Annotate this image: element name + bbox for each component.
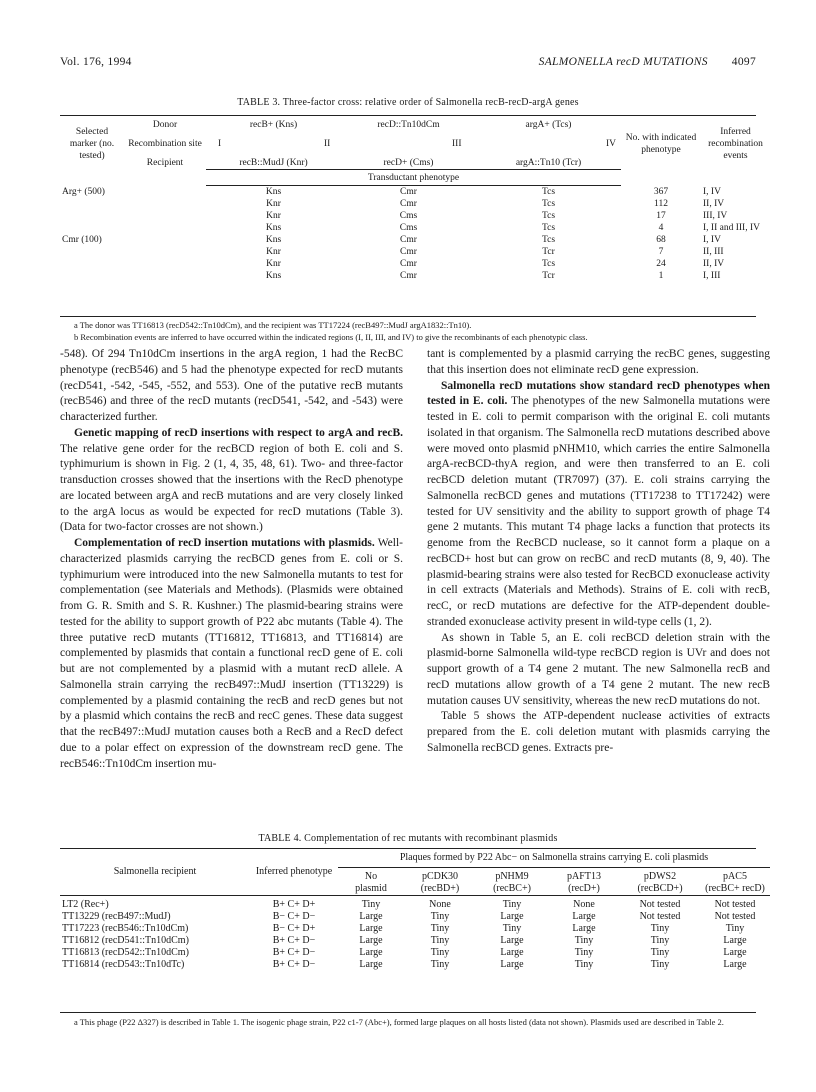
table3-marker <box>60 210 124 222</box>
table3-marker: Cmr (100) <box>62 235 102 245</box>
table3-marker <box>60 270 124 282</box>
table4-strain: LT2 (Rec+) <box>62 899 109 910</box>
paragraph: Table 5 shows the ATP-dependent nuclease activities of extracts prepared from the E. coli deletion mutant with plasmids carrying the Salmonella recBCD genes. Extracts pre- <box>427 710 770 754</box>
table3-row <box>60 222 770 234</box>
table4-plasmid-header <box>476 867 548 895</box>
table3-events: I, IV <box>703 235 721 245</box>
table3-caption: TABLE 3. Three-factor cross: relative order of Salmonella recB-recD-argA genes <box>237 97 579 108</box>
table4-strain: TT16814 (recD543::Tn10dTc) <box>62 959 185 970</box>
table3-site-i: I <box>218 139 222 149</box>
body-column-left <box>60 347 403 772</box>
table3-events-header: Inferred recombination events <box>708 127 763 162</box>
table3-count: 367 <box>653 186 669 197</box>
table4-cell: None <box>429 899 451 910</box>
table3-site-iv: IV <box>606 139 617 149</box>
table3-count: 68 <box>656 235 666 245</box>
table3-count: 24 <box>656 259 666 269</box>
table3 <box>60 119 770 282</box>
table4-cell: Tiny <box>725 923 745 934</box>
table3-cm: Cmr <box>400 235 417 245</box>
table3-events: I, II and III, IV <box>703 223 760 233</box>
table3-kn: Kns <box>265 223 282 233</box>
plasmid-genes: (recBC+) <box>493 882 531 894</box>
table3-cm: Cms <box>399 223 418 233</box>
table3-cm: Cmr <box>400 271 417 281</box>
paragraph-text: The relative gene order for the recBCD region of both E. coli and S. typhimurium is shown in Fig. 2 (1, 4, 35, 48, 61). Two- and three-factor transduction crosses showed that the insertions with the RecD phenotype are located between argA and recB mutations and are very closely linked to the argA locus as would be expected for recD mutations (Table 3). (Data for two-factor crosses are not shown.) <box>60 442 403 534</box>
section-heading: Salmonella recD mutations show standard recD phenotypes when tested in E. coli. <box>427 379 770 408</box>
table3-count: 7 <box>658 247 664 257</box>
running-header <box>60 56 756 72</box>
table3-tc: Tcs <box>541 187 556 197</box>
table4-cell: Large <box>359 923 383 934</box>
table3-tc: Tcr <box>542 247 555 257</box>
table4-cell: Tiny <box>574 935 594 946</box>
table3-cm: Cms <box>399 211 418 221</box>
table3-events: III, IV <box>703 211 728 221</box>
table3-selected-marker-header: Selected marker (no. tested) <box>69 127 115 162</box>
table4-phenotype: B+ C+ D− <box>272 935 316 946</box>
table4-phenotype: B+ C+ D+ <box>272 899 316 910</box>
table4-cell: Tiny <box>650 923 670 934</box>
table3-tc: Tcr <box>542 271 555 281</box>
table3-kn: Kns <box>265 235 282 245</box>
table3-marker <box>60 258 124 270</box>
table3-count: 4 <box>658 223 664 233</box>
paragraph: tant is complemented by a plasmid carrying the recBC genes, suggesting that this insertion does not eliminate recD gene expression. <box>427 348 770 376</box>
table4-cell: Tiny <box>650 935 670 946</box>
table4-cell: Tiny <box>650 947 670 958</box>
plasmid-name: pDWS2 <box>643 870 677 882</box>
table4-cell: Tiny <box>430 935 450 946</box>
table3-tc: Tcs <box>541 223 556 233</box>
table3-row <box>60 258 770 270</box>
table3-events: II, IV <box>703 259 725 269</box>
table4-phenotype: B− C+ D+ <box>272 923 316 934</box>
plasmid-name: pCDK30 <box>421 870 459 882</box>
table4-row <box>60 959 770 971</box>
table4-cell: None <box>573 899 595 910</box>
table3-cm: Cmr <box>400 187 417 197</box>
table3-recipient-arga: argA::Tn10 (Tcr) <box>515 158 582 168</box>
table4-plasmid-header <box>338 867 404 895</box>
table3-kn: Kns <box>265 271 282 281</box>
table4-cell: Tiny <box>574 959 594 970</box>
table4-cell: Large <box>500 959 524 970</box>
table3-row <box>60 234 770 246</box>
table4-cell: Not tested <box>639 899 681 910</box>
paragraph <box>427 379 770 631</box>
table3-events: II, III <box>703 247 724 257</box>
section-heading: Genetic mapping of recD insertions with respect to argA and recB. <box>74 426 403 439</box>
table3-recipient-recd: recD+ (Cms) <box>383 158 434 168</box>
header-right <box>539 56 756 68</box>
table4-strain: TT16812 (recD541::Tn10dCm) <box>62 935 189 946</box>
table3-events: I, III <box>703 271 721 281</box>
table3-row <box>60 198 770 210</box>
plasmid-genes: (recD+) <box>568 882 600 894</box>
table3-kn: Knr <box>266 247 281 257</box>
table3-footnote-b: b Recombination events are inferred to have occurred within the indicated regions (I, II, III, and IV) to give the recombinants of each phenotypic class. <box>74 332 588 342</box>
table3-cm: Cmr <box>400 199 417 209</box>
plasmid-genes: (recBD+) <box>420 882 460 894</box>
table4-cell: Large <box>723 959 747 970</box>
table3-marker <box>60 222 124 234</box>
table3-marker <box>60 198 124 210</box>
table4-plasmid-header <box>620 867 700 895</box>
table4-recipient-header: Salmonella recipient <box>113 865 197 877</box>
section-heading: Complementation of recD insertion mutations with plasmids. <box>74 537 375 549</box>
table3-transductant-row <box>60 170 770 186</box>
table3-kn: Knr <box>266 211 281 221</box>
table3-donor-label: Donor <box>152 120 178 130</box>
table4-cell: Large <box>723 947 747 958</box>
table3-site-iii: III <box>452 139 462 149</box>
table4-cell: Tiny <box>502 923 522 934</box>
table3-marker: Arg+ (500) <box>62 186 105 197</box>
table4-bottom-rule <box>60 1012 756 1013</box>
plasmid-genes: (recBC+ recD) <box>705 882 765 894</box>
table4-plasmid-header <box>700 867 770 895</box>
table3-count-header: No. with indicated phenotype <box>625 133 697 156</box>
table3-footnote-a: a The donor was TT16813 (recD542::Tn10dCm), and the recipient was TT17224 (recB497::MudJ argA1832::Tn10). <box>74 320 472 330</box>
paragraph <box>60 426 403 536</box>
table4-row <box>60 947 770 959</box>
table3-marker <box>60 246 124 258</box>
table4-cell: Tiny <box>361 899 381 910</box>
table4-strain: TT13229 (recB497::MudJ) <box>62 911 171 922</box>
table4-header-row <box>60 849 770 867</box>
table4-cell: Tiny <box>574 947 594 958</box>
table4-cell: Large <box>572 911 596 922</box>
table3-cm: Cmr <box>400 259 417 269</box>
plasmid-name: No <box>364 870 378 882</box>
table3-donor-recd: recD::Tn10dCm <box>377 120 440 130</box>
table3-donor-row <box>60 119 770 131</box>
table3-cm: Cmr <box>400 247 417 257</box>
table4-cell: Tiny <box>430 923 450 934</box>
table3-tc: Tcs <box>541 235 556 245</box>
table3-tc: Tcs <box>541 259 556 269</box>
table3-events: II, IV <box>703 199 725 209</box>
table4-strain: TT16813 (recD542::Tn10dCm) <box>62 947 189 958</box>
table4-plasmid-header <box>404 867 476 895</box>
table4-cell: Tiny <box>430 947 450 958</box>
table3-row <box>60 270 770 282</box>
table4-cell: Large <box>359 959 383 970</box>
table4-cell: Large <box>500 935 524 946</box>
table4-cell: Large <box>723 935 747 946</box>
table4-plasmid-header <box>548 867 620 895</box>
table4-row <box>60 923 770 935</box>
table3-donor-recb: recB+ (Kns) <box>249 120 298 130</box>
table3-count: 1 <box>658 271 664 281</box>
table4-cell: Tiny <box>430 959 450 970</box>
table4-cell: Large <box>572 923 596 934</box>
table3-bottom-rule <box>60 316 756 317</box>
table4-cell: Tiny <box>502 899 522 910</box>
table4-span-header: Plaques formed by P22 Abc− on Salmonella strains carrying E. coli plasmids <box>338 849 770 867</box>
table3-row <box>60 186 770 199</box>
paragraph-text: The phenotypes of the new Salmonella mutations were tested in E. coli to permit comparison with the original E. coli mutants isolated in that organism. The Salmonella recD mutations described above were moved onto plasmid pNHM10, which carries the entire Salmonella argA-recBCD-thyA region, and were then transferred to an E. coli recBCD deletion mutant (TR7097) (37). E. coli strains carrying the Salmonella recBCD genes and mutations (TT17238 to TT17242) were tested for UV sensitivity and the ability to support growth of phage T4 gene 2 mutants. This mutant T4 phage lacks a function that protects its genome from the RecBCD nuclease, so it cannot form a plaque on a recBCD+ host but can grow on recBC and recD mutants (8, 9, 40). The plasmid-bearing strains were also tested for RecBCD exonuclease activity in cell extracts (Materials and Methods). Strains of E. coli with recB, recC, or recD mutations are defective for the ATP-dependent double-stranded exonuclease activity present in wild-type cells (1, 2). <box>427 395 770 628</box>
table3-kn: Knr <box>266 259 281 269</box>
table4-caption: TABLE 4. Complementation of rec mutants with recombinant plasmids <box>258 833 558 844</box>
table4-phenotype: B+ C+ D− <box>272 947 316 958</box>
plasmid-genes: plasmid <box>355 882 387 894</box>
table3-tc: Tcs <box>541 199 556 209</box>
table4-cell: Tiny <box>650 959 670 970</box>
paragraph: -548). Of 294 Tn10dCm insertions in the argA region, 1 had the RecBC phenotype (recB546) and 5 had the phenotype expected for recD mutants (recD541, -542, -545, -552, and 553). One of the putative recB mutants (recB546) and three of the recD mutants (recD541, -542, and -543) were characterized further. <box>60 348 403 423</box>
table3-transductant-header: Transductant phenotype <box>206 170 621 186</box>
table3-row <box>60 210 770 222</box>
table3-donor-arga: argA+ (Tcs) <box>525 120 572 130</box>
table4-row <box>60 911 770 923</box>
table4-row <box>60 935 770 947</box>
table3-count: 17 <box>656 211 666 221</box>
plasmid-name: pNHM9 <box>495 870 529 882</box>
body-column-right <box>427 347 770 757</box>
table4-strain: TT17223 (recB546::Tn10dCm) <box>62 923 189 934</box>
page-number: 4097 <box>731 56 756 68</box>
table4-phenotype-header: Inferred phenotype <box>255 865 333 877</box>
running-title: SALMONELLA recD MUTATIONS <box>538 56 708 68</box>
table3-count: 112 <box>654 199 668 209</box>
table4-cell: Not tested <box>714 911 756 922</box>
table3-events: I, IV <box>703 186 721 197</box>
table4-cell: Large <box>359 935 383 946</box>
table4-cell: Large <box>500 947 524 958</box>
table3-top-rule <box>60 115 756 116</box>
table4-cell: Large <box>500 911 524 922</box>
table4-phenotype: B− C+ D− <box>272 911 316 922</box>
table4 <box>60 849 770 971</box>
table4-cell: Not tested <box>714 899 756 910</box>
table3-recipient-recb: recB::MudJ (Knr) <box>239 158 308 168</box>
table3-site-ii: II <box>324 139 331 149</box>
table4-footnote: a This phage (P22 Δ327) is described in Table 1. The isogenic phage strain, P22 c1-7 (Abc+), formed large plaques on all hosts listed (data not shown). Plasmids used are described in Table 2. <box>74 1017 724 1027</box>
table4-cell: Not tested <box>639 911 681 922</box>
table4-phenotype: B+ C+ D− <box>272 959 316 970</box>
journal-volume: Vol. 176, 1994 <box>60 56 132 68</box>
table3-recipient-label: Recipient <box>146 158 184 169</box>
plasmid-genes: (recBCD+) <box>637 882 683 894</box>
paragraph <box>60 536 403 772</box>
table4-cell: Large <box>359 947 383 958</box>
table4-row <box>60 899 770 911</box>
table4-cell: Large <box>359 911 383 922</box>
plasmid-name: pAC5 <box>723 870 747 882</box>
table4-cell: Tiny <box>430 911 450 922</box>
paragraph-text: Well-characterized plasmids carrying the recBCD genes from E. coli or S. typhimurium were introduced into the new Salmonella mutants to test for complementation (see Materials and Methods). (Plasmids were obtained from G. R. Smith and S. R. Kushner.) The plasmid-bearing strains were tested for the ability to support growth of P22 abc mutants (Table 4). The three putative recD mutants (TT16812, TT16813, and TT16814) are complemented by plasmids that contain a functional recD gene of E. coli but are not complemented by a plasmid with a mutant recD allele. A Salmonella strain carrying the recB497::MudJ insertion (TT13229) is complemented by a plasmid containing the recB and recD genes but not by a plasmid which contains the recB and recC genes. These data suggest that the recB497::MudJ mutation causes both a RecB and a RecD defect due to a polar effect on expression of the downstream recD gene. The recB546::Tn10dCm insertion mu- <box>60 537 403 770</box>
table3-site-markers <box>206 131 621 157</box>
paragraph: As shown in Table 5, an E. coli recBCD deletion strain with the plasmid-borne Salmonella wild-type recBCD region is UVr and does not support growth of a T4 gene 2 mutant. The new Salmonella recB and recD mutations allow growth of a T4 gene 2 mutant. The new recB mutation causes UV sensitivity, whereas the new recD mutations do not. <box>427 631 770 707</box>
plasmid-name: pAFT13 <box>567 870 601 882</box>
table3-site-label: Recombination site <box>128 139 202 149</box>
table3-kn: Kns <box>265 187 282 197</box>
table3-tc: Tcs <box>541 211 556 221</box>
table3-row <box>60 246 770 258</box>
table3-kn: Knr <box>266 199 281 209</box>
